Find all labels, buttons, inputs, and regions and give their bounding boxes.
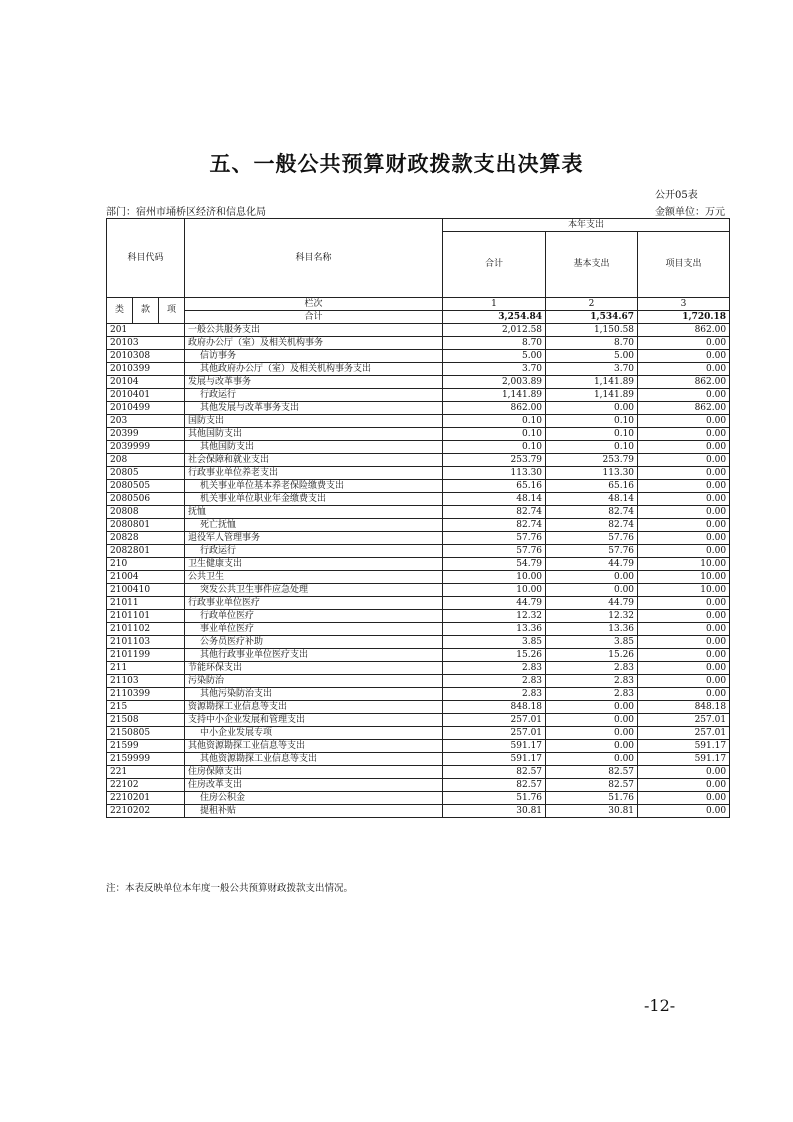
row-code: 201 [107, 324, 185, 337]
row-name: 节能环保支出 [185, 662, 443, 675]
row-name: 行政事业单位养老支出 [185, 467, 443, 480]
row-basic: 1,141.89 [546, 376, 638, 389]
row-name: 社会保障和就业支出 [185, 454, 443, 467]
table-row [107, 441, 730, 454]
row-total: 44.79 [443, 597, 546, 610]
row-project: 0.00 [638, 675, 730, 688]
row-basic: 0.10 [546, 428, 638, 441]
row-project: 0.00 [638, 662, 730, 675]
row-code: 2210201 [107, 792, 185, 805]
row-project: 0.00 [638, 441, 730, 454]
row-code: 20805 [107, 467, 185, 480]
row-basic: 0.00 [546, 740, 638, 753]
table-row [107, 558, 730, 571]
row-total: 591.17 [443, 740, 546, 753]
table-row [107, 415, 730, 428]
table-row [107, 662, 730, 675]
row-basic: 0.00 [546, 402, 638, 415]
row-basic: 44.79 [546, 558, 638, 571]
row-total: 253.79 [443, 454, 546, 467]
table-row [107, 779, 730, 792]
table-row [107, 402, 730, 415]
column-index-3: 3 [638, 298, 730, 311]
header-kuan: 款 [133, 298, 159, 324]
row-total: 82.74 [443, 519, 546, 532]
row-name: 行政运行 [185, 389, 443, 402]
row-code: 2010308 [107, 350, 185, 363]
header-current-year: 本年支出 [443, 219, 730, 232]
row-name: 行政运行 [185, 545, 443, 558]
row-basic: 13.36 [546, 623, 638, 636]
row-basic: 0.00 [546, 714, 638, 727]
row-basic: 82.74 [546, 519, 638, 532]
row-basic: 253.79 [546, 454, 638, 467]
row-basic: 2.83 [546, 688, 638, 701]
row-code: 221 [107, 766, 185, 779]
row-project: 10.00 [638, 571, 730, 584]
row-code: 21599 [107, 740, 185, 753]
row-name: 其他污染防治支出 [185, 688, 443, 701]
row-code: 2010399 [107, 363, 185, 376]
row-name: 公共卫生 [185, 571, 443, 584]
table-row [107, 454, 730, 467]
row-project: 10.00 [638, 558, 730, 571]
row-code: 2080801 [107, 519, 185, 532]
row-name: 提租补贴 [185, 805, 443, 818]
row-name: 发展与改革事务 [185, 376, 443, 389]
row-total: 48.14 [443, 493, 546, 506]
row-project: 257.01 [638, 714, 730, 727]
table-row [107, 324, 730, 337]
row-code: 2101101 [107, 610, 185, 623]
row-code: 210 [107, 558, 185, 571]
row-total: 10.00 [443, 571, 546, 584]
row-project: 0.00 [638, 363, 730, 376]
total-row-label: 合计 [185, 311, 443, 324]
row-code: 203 [107, 415, 185, 428]
row-name: 其他国防支出 [185, 441, 443, 454]
row-total: 2,012.58 [443, 324, 546, 337]
row-project: 0.00 [638, 454, 730, 467]
row-name: 公务员医疗补助 [185, 636, 443, 649]
row-project: 0.00 [638, 415, 730, 428]
table-row [107, 337, 730, 350]
row-basic: 2.83 [546, 675, 638, 688]
row-total: 591.17 [443, 753, 546, 766]
table-row [107, 714, 730, 727]
row-name: 住房保障支出 [185, 766, 443, 779]
row-name: 其他行政事业单位医疗支出 [185, 649, 443, 662]
expenditure-table [106, 218, 730, 818]
row-name: 住房公积金 [185, 792, 443, 805]
row-code: 2101103 [107, 636, 185, 649]
row-basic: 1,141.89 [546, 389, 638, 402]
row-total: 257.01 [443, 727, 546, 740]
column-index-label: 栏次 [185, 298, 443, 311]
header-row-1 [107, 219, 730, 232]
row-total: 13.36 [443, 623, 546, 636]
row-code: 215 [107, 701, 185, 714]
row-name: 污染防治 [185, 675, 443, 688]
row-name: 国防支出 [185, 415, 443, 428]
row-project: 0.00 [638, 688, 730, 701]
row-basic: 0.00 [546, 571, 638, 584]
table-row [107, 493, 730, 506]
row-total: 257.01 [443, 714, 546, 727]
row-total: 15.26 [443, 649, 546, 662]
table-row [107, 766, 730, 779]
row-name: 突发公共卫生事件应急处理 [185, 584, 443, 597]
row-project: 0.00 [638, 532, 730, 545]
total-row-project: 1,720.18 [638, 311, 730, 324]
row-project: 862.00 [638, 324, 730, 337]
row-project: 591.17 [638, 753, 730, 766]
table-row [107, 428, 730, 441]
page-number: -12- [644, 996, 676, 1015]
row-total: 0.10 [443, 415, 546, 428]
table-row [107, 584, 730, 597]
table-row [107, 636, 730, 649]
row-name: 退役军人管理事务 [185, 532, 443, 545]
row-total: 3.70 [443, 363, 546, 376]
row-basic: 0.00 [546, 584, 638, 597]
row-basic: 0.10 [546, 415, 638, 428]
row-basic: 57.76 [546, 532, 638, 545]
row-code: 2080506 [107, 493, 185, 506]
row-name: 其他发展与改革事务支出 [185, 402, 443, 415]
row-basic: 30.81 [546, 805, 638, 818]
row-project: 0.00 [638, 493, 730, 506]
table-row [107, 363, 730, 376]
row-name: 其他政府办公厅（室）及相关机构事务支出 [185, 363, 443, 376]
row-code: 2082801 [107, 545, 185, 558]
header-name: 科目名称 [185, 219, 443, 298]
row-basic: 0.10 [546, 441, 638, 454]
row-basic: 3.85 [546, 636, 638, 649]
row-code: 20399 [107, 428, 185, 441]
row-total: 3.85 [443, 636, 546, 649]
row-total: 113.30 [443, 467, 546, 480]
row-project: 0.00 [638, 649, 730, 662]
row-code: 2080505 [107, 480, 185, 493]
table-row [107, 675, 730, 688]
department-label: 部门：宿州市埇桥区经济和信息化局 [106, 207, 266, 218]
row-total: 30.81 [443, 805, 546, 818]
row-name: 其他国防支出 [185, 428, 443, 441]
row-total: 2.83 [443, 662, 546, 675]
row-basic: 2.83 [546, 662, 638, 675]
row-project: 10.00 [638, 584, 730, 597]
table-row [107, 506, 730, 519]
row-project: 848.18 [638, 701, 730, 714]
row-project: 0.00 [638, 766, 730, 779]
row-basic: 5.00 [546, 350, 638, 363]
row-total: 82.57 [443, 779, 546, 792]
row-code: 211 [107, 662, 185, 675]
table-row [107, 727, 730, 740]
total-row [107, 311, 730, 324]
header-total: 合计 [443, 232, 546, 298]
table-row [107, 350, 730, 363]
row-basic: 0.00 [546, 701, 638, 714]
row-project: 0.00 [638, 467, 730, 480]
row-basic: 1,150.58 [546, 324, 638, 337]
table-row [107, 597, 730, 610]
row-basic: 82.57 [546, 779, 638, 792]
row-code: 2210202 [107, 805, 185, 818]
row-total: 57.76 [443, 532, 546, 545]
table-row [107, 649, 730, 662]
table-note: 注：本表反映单位本年度一般公共预算财政拨款支出情况。 [106, 883, 354, 894]
table-row [107, 701, 730, 714]
table-row [107, 532, 730, 545]
row-code: 21508 [107, 714, 185, 727]
row-total: 848.18 [443, 701, 546, 714]
table-row [107, 623, 730, 636]
table-row [107, 740, 730, 753]
row-basic: 44.79 [546, 597, 638, 610]
table-row [107, 480, 730, 493]
row-name: 信访事务 [185, 350, 443, 363]
row-total: 862.00 [443, 402, 546, 415]
row-total: 2.83 [443, 675, 546, 688]
row-project: 0.00 [638, 792, 730, 805]
row-name: 机关事业单位职业年金缴费支出 [185, 493, 443, 506]
table-row [107, 688, 730, 701]
row-code: 208 [107, 454, 185, 467]
row-total: 2,003.89 [443, 376, 546, 389]
table-row [107, 753, 730, 766]
row-total: 5.00 [443, 350, 546, 363]
row-project: 862.00 [638, 376, 730, 389]
row-code: 2039999 [107, 441, 185, 454]
row-code: 20103 [107, 337, 185, 350]
row-name: 行政事业单位医疗 [185, 597, 443, 610]
row-project: 0.00 [638, 428, 730, 441]
row-basic: 8.70 [546, 337, 638, 350]
row-project: 0.00 [638, 623, 730, 636]
row-code: 2010401 [107, 389, 185, 402]
row-project: 0.00 [638, 350, 730, 363]
row-code: 2101102 [107, 623, 185, 636]
table-row [107, 805, 730, 818]
header-basic: 基本支出 [546, 232, 638, 298]
row-name: 其他资源勘探工业信息等支出 [185, 753, 443, 766]
total-row-total: 3,254.84 [443, 311, 546, 324]
row-project: 862.00 [638, 402, 730, 415]
row-project: 257.01 [638, 727, 730, 740]
row-basic: 0.00 [546, 727, 638, 740]
header-code: 科目代码 [107, 219, 185, 298]
row-code: 20104 [107, 376, 185, 389]
row-project: 0.00 [638, 506, 730, 519]
row-total: 12.32 [443, 610, 546, 623]
table-row [107, 610, 730, 623]
row-basic: 12.32 [546, 610, 638, 623]
table-row [107, 545, 730, 558]
row-name: 支持中小企业发展和管理支出 [185, 714, 443, 727]
row-name: 卫生健康支出 [185, 558, 443, 571]
table-row [107, 467, 730, 480]
row-total: 10.00 [443, 584, 546, 597]
row-project: 0.00 [638, 805, 730, 818]
row-name: 住房改革支出 [185, 779, 443, 792]
row-code: 2101199 [107, 649, 185, 662]
total-row-basic: 1,534.67 [546, 311, 638, 324]
row-project: 0.00 [638, 337, 730, 350]
row-code: 2150805 [107, 727, 185, 740]
row-total: 51.76 [443, 792, 546, 805]
row-code: 22102 [107, 779, 185, 792]
row-name: 抚恤 [185, 506, 443, 519]
row-name: 政府办公厅（室）及相关机构事务 [185, 337, 443, 350]
row-total: 8.70 [443, 337, 546, 350]
row-total: 54.79 [443, 558, 546, 571]
row-name: 一般公共服务支出 [185, 324, 443, 337]
row-basic: 51.76 [546, 792, 638, 805]
row-project: 591.17 [638, 740, 730, 753]
header-project: 项目支出 [638, 232, 730, 298]
amount-unit-label: 金额单位：万元 [655, 207, 725, 218]
row-total: 2.83 [443, 688, 546, 701]
row-code: 21103 [107, 675, 185, 688]
row-project: 0.00 [638, 480, 730, 493]
row-code: 21004 [107, 571, 185, 584]
row-basic: 65.16 [546, 480, 638, 493]
row-project: 0.00 [638, 636, 730, 649]
table-row [107, 376, 730, 389]
row-total: 57.76 [443, 545, 546, 558]
column-index-1: 1 [443, 298, 546, 311]
row-total: 0.10 [443, 428, 546, 441]
row-name: 机关事业单位基本养老保险缴费支出 [185, 480, 443, 493]
table-row [107, 571, 730, 584]
row-name: 行政单位医疗 [185, 610, 443, 623]
row-basic: 15.26 [546, 649, 638, 662]
row-project: 0.00 [638, 610, 730, 623]
table-row [107, 792, 730, 805]
row-basic: 0.00 [546, 753, 638, 766]
row-total: 1,141.89 [443, 389, 546, 402]
row-code: 2010499 [107, 402, 185, 415]
row-code: 2100410 [107, 584, 185, 597]
row-total: 82.57 [443, 766, 546, 779]
row-code: 2159999 [107, 753, 185, 766]
column-index-row [107, 298, 730, 311]
row-total: 82.74 [443, 506, 546, 519]
row-name: 事业单位医疗 [185, 623, 443, 636]
row-basic: 82.57 [546, 766, 638, 779]
row-basic: 48.14 [546, 493, 638, 506]
header-lei: 类 [107, 298, 133, 324]
row-code: 20828 [107, 532, 185, 545]
row-total: 0.10 [443, 441, 546, 454]
row-name: 中小企业发展专项 [185, 727, 443, 740]
table-row [107, 389, 730, 402]
row-basic: 57.76 [546, 545, 638, 558]
row-total: 65.16 [443, 480, 546, 493]
form-number: 公开05表 [655, 190, 698, 201]
header-xiang: 项 [159, 298, 185, 324]
row-code: 20808 [107, 506, 185, 519]
row-basic: 113.30 [546, 467, 638, 480]
row-code: 2110399 [107, 688, 185, 701]
row-name: 其他资源勘探工业信息等支出 [185, 740, 443, 753]
row-project: 0.00 [638, 545, 730, 558]
row-name: 资源勘探工业信息等支出 [185, 701, 443, 714]
page-title: 五、一般公共预算财政拨款支出决算表 [209, 151, 584, 176]
row-project: 0.00 [638, 597, 730, 610]
column-index-2: 2 [546, 298, 638, 311]
row-name: 死亡抚恤 [185, 519, 443, 532]
table-row [107, 519, 730, 532]
row-basic: 3.70 [546, 363, 638, 376]
row-project: 0.00 [638, 779, 730, 792]
row-basic: 82.74 [546, 506, 638, 519]
row-code: 21011 [107, 597, 185, 610]
row-project: 0.00 [638, 519, 730, 532]
row-project: 0.00 [638, 389, 730, 402]
